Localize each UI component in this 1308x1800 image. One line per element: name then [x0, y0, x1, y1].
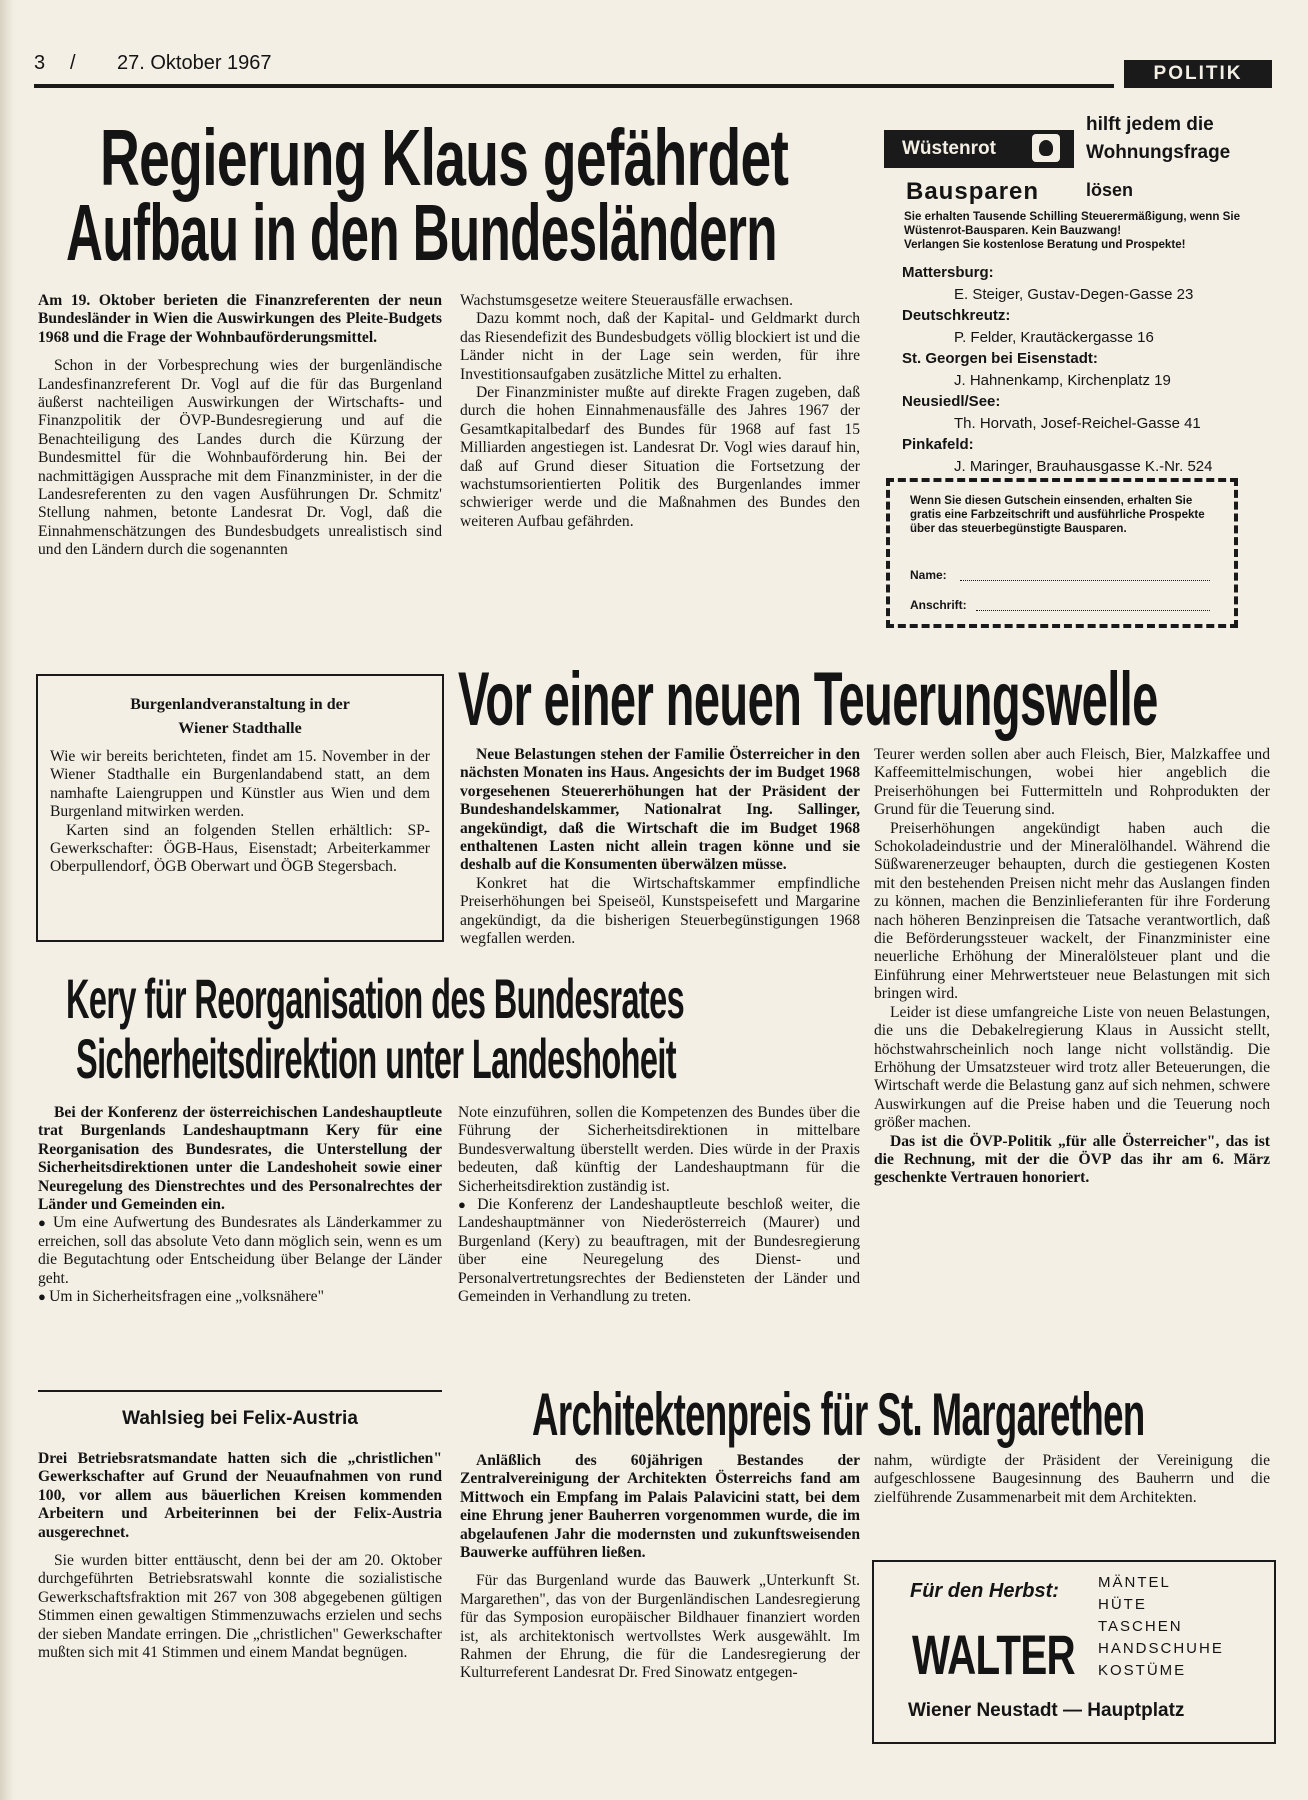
office-address: Th. Horvath, Josef-Reichel-Gasse 41	[954, 414, 1201, 432]
felix-lead: Drei Betriebsratsmandate hatten sich die „christlichen" Gewerkschafter auf Grund der Neuaufnahmen von rund 100, vor allem aus bäuerlichen Kreisen kommenden Arbeitern und Arbeiterinnen bei der Felix-Austria ausgerechnet.	[38, 1450, 442, 1541]
wuestenrot-coupon[interactable]	[886, 478, 1238, 628]
walter-item: TASCHEN	[1098, 1618, 1183, 1635]
article4-para: Für das Burgenland wurde das Bauwerk „Unterkunft St. Margarethen", das von der Burgenländischen Landesregierung für das Symposion europäischer Bildhauer finanziert worden ist, als architektonisch wertvollstes Werk ausgewählt. Im Rahmen der Ehrung, die für die Landesregierung der Kulturreferent Landesrat Dr. Fred Sinowatz entgegen-	[460, 1572, 860, 1682]
walter-items	[1098, 1572, 1224, 1682]
coupon-text: Wenn Sie diesen Gutschein einsenden, erhalten Sie gratis eine Farbzeitschrift und ausführliche Prospekte über das steuerbegünstigte Bausparen.	[910, 495, 1205, 535]
coupon-name-field[interactable]	[960, 580, 1210, 581]
article2-para: Konkret hat die Wirtschaftskammer empfindliche Preiserhöhungen bei Speiseöl, Kunstspeisefett und Margarine angekündigt, da die bisherigen Steuerbegünstigungen 1968 wegfallen werden.	[460, 874, 860, 948]
article3-bullet: ● Um in Sicherheitsfragen eine „volksnähere"	[38, 1288, 442, 1306]
wuestenrot-logo	[884, 130, 1074, 168]
stadthalle-para: Wie wir bereits berichteten, findet am 15. November in der Wiener Stadthalle ein Burgenlandabend statt, an dem namhafte Laiengruppen und Künstler aus Wien und dem Burgenland mitwirken werden.	[50, 748, 430, 821]
article2-col1	[460, 746, 860, 948]
walter-item: HÜTE	[1098, 1596, 1147, 1613]
office-place: Neusiedl/See:	[902, 393, 1001, 410]
article3-para: Note einzuführen, sollen die Kompetenzen des Bundes über die Führung der Sicherheitsdirektionen in mittelbare Bundesverwaltung überstellt werden. Dies würde in der Praxis bedeuten, daß künftig der Landeshauptmann für die Sicherheitsdirektion zuständig ist.	[458, 1104, 860, 1195]
article3-lead: Bei der Konferenz der österreichischen Landeshauptleute trat Burgenlands Landeshauptmann Kery für eine Reorganisation des Bundesrates, die Unterstellung der Sicherheitsdirektionen unter die Landeshoheit sowie einer Neuregelung des Dienstrechtes und des Personalrechtes der Länder und Gemeinden ein.	[38, 1104, 442, 1214]
article2-para: Das ist die ÖVP-Politik „für alle Österreicher", das ist die Rechnung, mit der die ÖVP das ihr am 6. März geschenkte Vertrauen honoriert.	[874, 1132, 1270, 1187]
headline-teuerungswelle: Vor einer neuen Teuerungswelle	[458, 657, 1158, 742]
office-place: Deutschkreutz:	[902, 307, 1011, 324]
page-number: 3	[34, 52, 46, 74]
office-address: P. Felder, Krautäckergasse 16	[954, 328, 1154, 346]
article1-lead: Am 19. Oktober berieten die Finanzreferenten der neun Bundesländer in Wien die Auswirkungen des Pleite-Budgets 1968 und die Frage der Wohnbauförderungsmittel.	[38, 292, 442, 346]
felix-title: Wahlsieg bei Felix-Austria	[122, 1408, 358, 1429]
header-separator: /	[70, 52, 76, 74]
wuestenrot-brand: Wüstenrot	[902, 138, 996, 159]
page-edge-shadow	[0, 0, 14, 1800]
issue-date: 27. Oktober 1967	[117, 52, 272, 74]
walter-location: Wiener Neustadt — Hauptplatz	[908, 1700, 1185, 1721]
felix-para: Sie wurden bitter enttäuscht, denn bei der am 20. Oktober durchgeführten Betriebsratswahl konnte die sozialistische Gewerkschaftsfraktion mit 267 von 308 abgegebenen gültigen Stimmen einen gewaltigen Stimmenzuwachs erzielen und sechs der sieben Mandate erringen. Die „christlichen" Gewerkschafter mußten sich mit 41 Stimmen und einem Mandat begnügen.	[38, 1552, 442, 1662]
article1-col1	[38, 292, 442, 560]
article1-para: Schon in der Vorbesprechung wies der burgenländische Landesfinanzreferent Dr. Vogl auf die für das Burgenland äußerst nachteiligen Auswirkungen der Wirtschafts- und Finanzpolitik der ÖVP-Bundesregierung und auf die Benachteiligung des Landes durch die Kürzung der Bundesmittel für die Wohnbauförderung hin. Bei der nachmittägigen Aussprache mit dem Finanzminister, in der die Landesreferenten zu den vagen Ausführungen Dr. Schmitz' Stellung nahmen, betonte Landesrat Dr. Vogl, daß die Einnahmenschätzungen des Bundesbudgets unrealistisch sind und den Ländern durch die sogenannten	[38, 357, 442, 559]
wuestenrot-bausparen: Bausparen	[906, 178, 1040, 205]
wuestenrot-slogan-2: Wohnungsfrage	[1086, 142, 1231, 163]
stadthalle-para: Karten sind an folgenden Stellen erhältlich: SP-Gewerkschafter: ÖGB-Haus, Eisenstadt; Arbeiterkammer Oberpullendorf, ÖGB Oberwart und ÖGB Stegersbach.	[50, 821, 430, 876]
walter-ad	[872, 1560, 1276, 1744]
wuestenrot-slogan-3: lösen	[1086, 180, 1134, 200]
headline-kery-line2: Sicherheitsdirektion unter Landeshoheit	[76, 1027, 677, 1090]
article3-col2	[458, 1104, 860, 1306]
headline-regierung-line1: Regierung Klaus gefährdet	[100, 113, 789, 202]
walter-brand: WALTER	[912, 1623, 1075, 1686]
article1-para: Wachstumsgesetze weitere Steuerausfälle erwachsen.	[460, 292, 793, 309]
article3-bullet: ● Die Konferenz der Landeshauptleute beschloß weiter, die Landeshauptmänner von Niederösterreich (Maurer) und Burgenland (Kery) zu beauftragen, mit der Bundesregierung über eine Neuregelung des Dienst- und Personalvertretungsrechtes der Bediensteten der Länder und Gemeinden in Verhandlung zu treten.	[458, 1196, 860, 1306]
office-place: Pinkafeld:	[902, 436, 974, 453]
stadthalle-title-1: Burgenlandveranstaltung in der	[130, 696, 350, 713]
coupon-address-label: Anschrift:	[910, 598, 967, 612]
office-address: E. Steiger, Gustav-Degen-Gasse 23	[954, 285, 1194, 303]
stadthalle-body	[50, 748, 430, 877]
walter-tagline: Für den Herbst:	[910, 1580, 1059, 1602]
article4-lead: Anläßlich des 60jährigen Bestandes der Zentralvereinigung der Architekten Österreichs fand am Mittwoch ein Empfang im Palais Palavicini statt, bei dem eine Ehrung jener Bauherren vorgenommen wurde, die im abgelaufenen Jahr die modernsten und zukunftsweisenden Bauwerke aufführen ließen.	[460, 1452, 860, 1562]
office-place: St. Georgen bei Eisenstadt:	[902, 350, 1098, 367]
office-address: J. Maringer, Brauhausgasse K.-Nr. 524	[954, 457, 1213, 475]
article1-col2	[460, 292, 860, 531]
wuestenrot-ad	[884, 108, 1276, 648]
article4-para: nahm, würdigte der Präsident der Vereinigung die aufgeschlossene Baugesinnung des Bauherrn und die zielführende Zusammenarbeit mit dem Architekten.	[874, 1452, 1270, 1506]
article4-col1	[460, 1452, 860, 1683]
coupon-address-field[interactable]	[976, 610, 1210, 611]
header-rule	[34, 84, 1114, 88]
wuestenrot-slogan-1: hilft jedem die	[1086, 114, 1214, 135]
article3-col1	[38, 1104, 442, 1306]
wuestenrot-offices	[902, 262, 1272, 477]
article4-col2	[874, 1452, 1270, 1507]
headline-architektenpreis: Architektenpreis für St. Margarethen	[532, 1381, 1145, 1448]
stadthalle-title-2: Wiener Stadthalle	[178, 720, 302, 737]
coupon-name-label: Name:	[910, 568, 947, 582]
article2-para: Leider ist diese umfangreiche Liste von neuen Belastungen, die uns die Debakelregierung Klaus in Aussicht stellt, höchstwahrscheinlich noch lange nicht vollständig. Die Erhöhung der Umsatzsteuer wird trotz aller Beteuerungen, die Wirtschaft werde die Belastung ganz auf sich nehmen, schwere Auswirkungen auf die Preise haben und die Teuerung noch größer machen.	[874, 1003, 1270, 1132]
article2-para: Preiserhöhungen angekündigt haben auch die Schokoladeindustrie und der Mineralölhandel. Während die Süßwarenerzeuger behaupten, durch die gestiegenen Kosten mit den bestehenden Preisen nicht mehr das Auslangen finden zu können, machen die Benzinlieferanten für ihre Forderung nach höheren Benzinpreisen die Tatsache verantwortlich, daß die Beförderungssteuer wackelt, der Finanzminister eine neuerliche Erhöhung der Mineralölsteuer plant und die Einführung einer Mehrwertsteuer neue Belastungen mit sich bringen wird.	[874, 819, 1270, 1003]
wuestenrot-text-2: Verlangen Sie kostenlose Beratung und Prospekte!	[904, 238, 1186, 251]
article2-col2	[874, 746, 1270, 1188]
wuestenrot-text	[904, 210, 1272, 252]
office-address: J. Hahnenkamp, Kirchenplatz 19	[954, 371, 1171, 389]
article1-para: Der Finanzminister mußte auf direkte Fragen zugeben, daß durch die hohen Einnahmenausfälle des Jahres 1967 der Gesamtkapitalbedarf des Bundes für 1968 auf fast 15 Milliarden angestiegen ist. Landesrat Dr. Vogl wies darauf hin, daß auf Grund dieser Situation die Fortsetzung der wachstumsorientierten Politik des Burgenlandes immer schwieriger werde und die Maßnahmen des Bundes den weiteren Aufbau gefährden.	[460, 384, 860, 530]
walter-item: HANDSCHUHE	[1098, 1640, 1224, 1657]
office-place: Mattersburg:	[902, 264, 994, 281]
wuestenrot-text-1: Sie erhalten Tausende Schilling Steuerermäßigung, wenn Sie Wüstenrot-Bausparen. Kein Bauzwang!	[904, 210, 1241, 237]
wuestenrot-house-icon	[1032, 134, 1060, 162]
article3-bullet: ● Um eine Aufwertung des Bundesrates als Länderkammer zu erreichen, soll das absolute Veto dann möglich sein, wenn es um die Begutachtung oder Entscheidung über Belange der Länder geht.	[38, 1214, 442, 1288]
section-label: POLITIK	[1124, 60, 1272, 88]
box-stadthalle	[36, 674, 444, 942]
felix-body	[38, 1450, 442, 1662]
article2-para: Teurer werden sollen aber auch Fleisch, Bier, Malzkaffee und Kaffeemittelmischungen, wobei hier angeblich die Preiserhöhungen bei Futtermitteln und Rohprodukten der Grund für die Teuerung sind.	[874, 746, 1270, 819]
felix-top-rule	[38, 1390, 442, 1392]
walter-item: MÄNTEL	[1098, 1574, 1171, 1591]
article2-lead: Neue Belastungen stehen der Familie Österreicher in den nächsten Monaten ins Haus. Angesichts der im Budget 1968 vorgesehenen Steuererhöhungen hat der Präsident der Bundeshandelskammer, Nationalrat Ing. Sallinger, angekündigt, daß die Wirtschaft die im Budget 1968 enthaltenen Lasten nicht allein tragen könne und sie deshalb auf die Konsumenten überwälzen müsse.	[460, 746, 860, 874]
walter-item: KOSTÜME	[1098, 1662, 1187, 1679]
headline-regierung-line2: Aufbau in den Bundesländern	[66, 188, 777, 277]
article1-para: Dazu kommt noch, daß der Kapital- und Geldmarkt durch das Riesendefizit des Bundesbudgets völlig blockiert ist und die Länder nicht in der Lage sein werden, für ihre Investitionsaufgaben zusätzliche Mittel zu erhalten.	[460, 310, 860, 383]
headline-kery-line1: Kery für Reorganisation des Bundesrates	[66, 967, 685, 1030]
